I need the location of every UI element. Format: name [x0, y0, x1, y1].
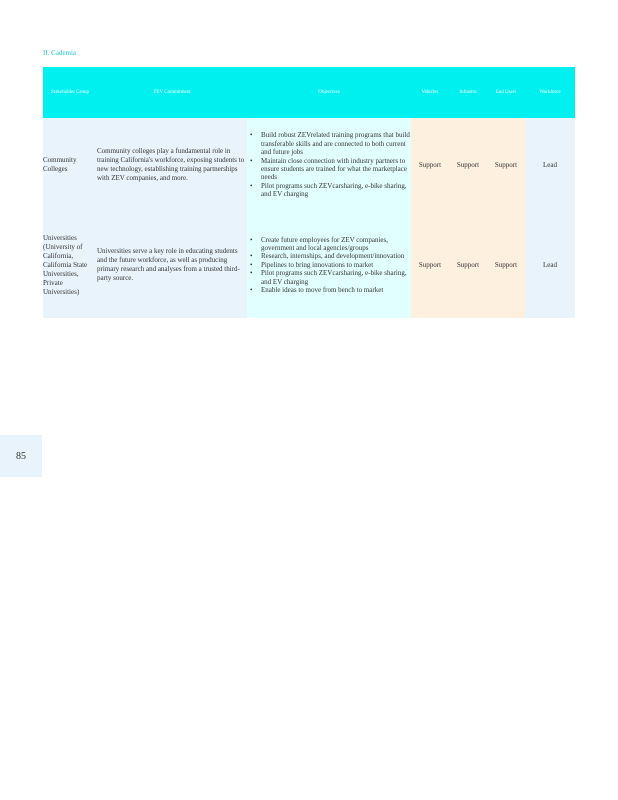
row-infrastructure: Support: [449, 118, 487, 212]
row-group: Universities (University of California, California State Universities, Private Universities): [43, 212, 97, 318]
header-workforce: Workforce: [525, 67, 575, 118]
objective-item: • Build robust ZEVrelated training programs that build transferable skills and are connected to both current and future jobs: [247, 131, 411, 156]
header-group: Stakeholder Group: [43, 67, 97, 118]
header-infrastructure: Infrastru: [449, 67, 487, 118]
objective-item: • Pilot programs such ZEVcarsharing, e-bike sharing, and EV charging: [247, 269, 411, 286]
row-group: Community Colleges: [43, 118, 97, 212]
row-end-users: Support: [487, 118, 525, 212]
page-number-tab: [0, 435, 42, 477]
objective-item: • Create future employees for ZEV companies, government and local agencies/groups: [247, 236, 411, 253]
header-commitment: ZEV Commitment: [97, 67, 247, 118]
stakeholder-table: [43, 67, 575, 318]
row-commitment: Universities serve a key role in educating students and the future workforce, as well as producing primary research and analyses from a trusted third-party source.: [97, 212, 247, 318]
page-number: 85: [16, 450, 26, 462]
row-infrastructure: Support: [449, 212, 487, 318]
objective-item: • Research, internships, and development/innovation: [247, 252, 411, 260]
table-header-row: [43, 67, 575, 118]
table-row: [43, 118, 575, 212]
row-vehicles: Support: [411, 118, 449, 212]
objective-item: • Pipelines to bring innovations to market: [247, 261, 411, 269]
row-end-users: Support: [487, 212, 525, 318]
header-objectives: Objectives: [247, 67, 411, 118]
header-vehicles: Vehicles: [411, 67, 449, 118]
row-workforce: Lead: [525, 212, 575, 318]
objective-item: • Maintain close connection with industry partners to ensure students are trained for what the marketplace needs: [247, 157, 411, 182]
row-workforce: Lead: [525, 118, 575, 212]
objective-item: • Pilot programs such ZEVcarsharing, e-bike sharing, and EV charging: [247, 182, 411, 199]
table-row: [43, 212, 575, 318]
header-end-users: End Users: [487, 67, 525, 118]
section-label: II. Cademia: [43, 49, 77, 57]
row-commitment: Community colleges play a fundamental role in training California's workforce, exposing students to new technology, establishing training partnerships with ZEV companies, and more.: [97, 118, 247, 212]
row-objectives: [247, 118, 411, 212]
row-objectives: [247, 212, 411, 318]
row-vehicles: Support: [411, 212, 449, 318]
objective-item: • Enable ideas to move from bench to market: [247, 286, 411, 294]
